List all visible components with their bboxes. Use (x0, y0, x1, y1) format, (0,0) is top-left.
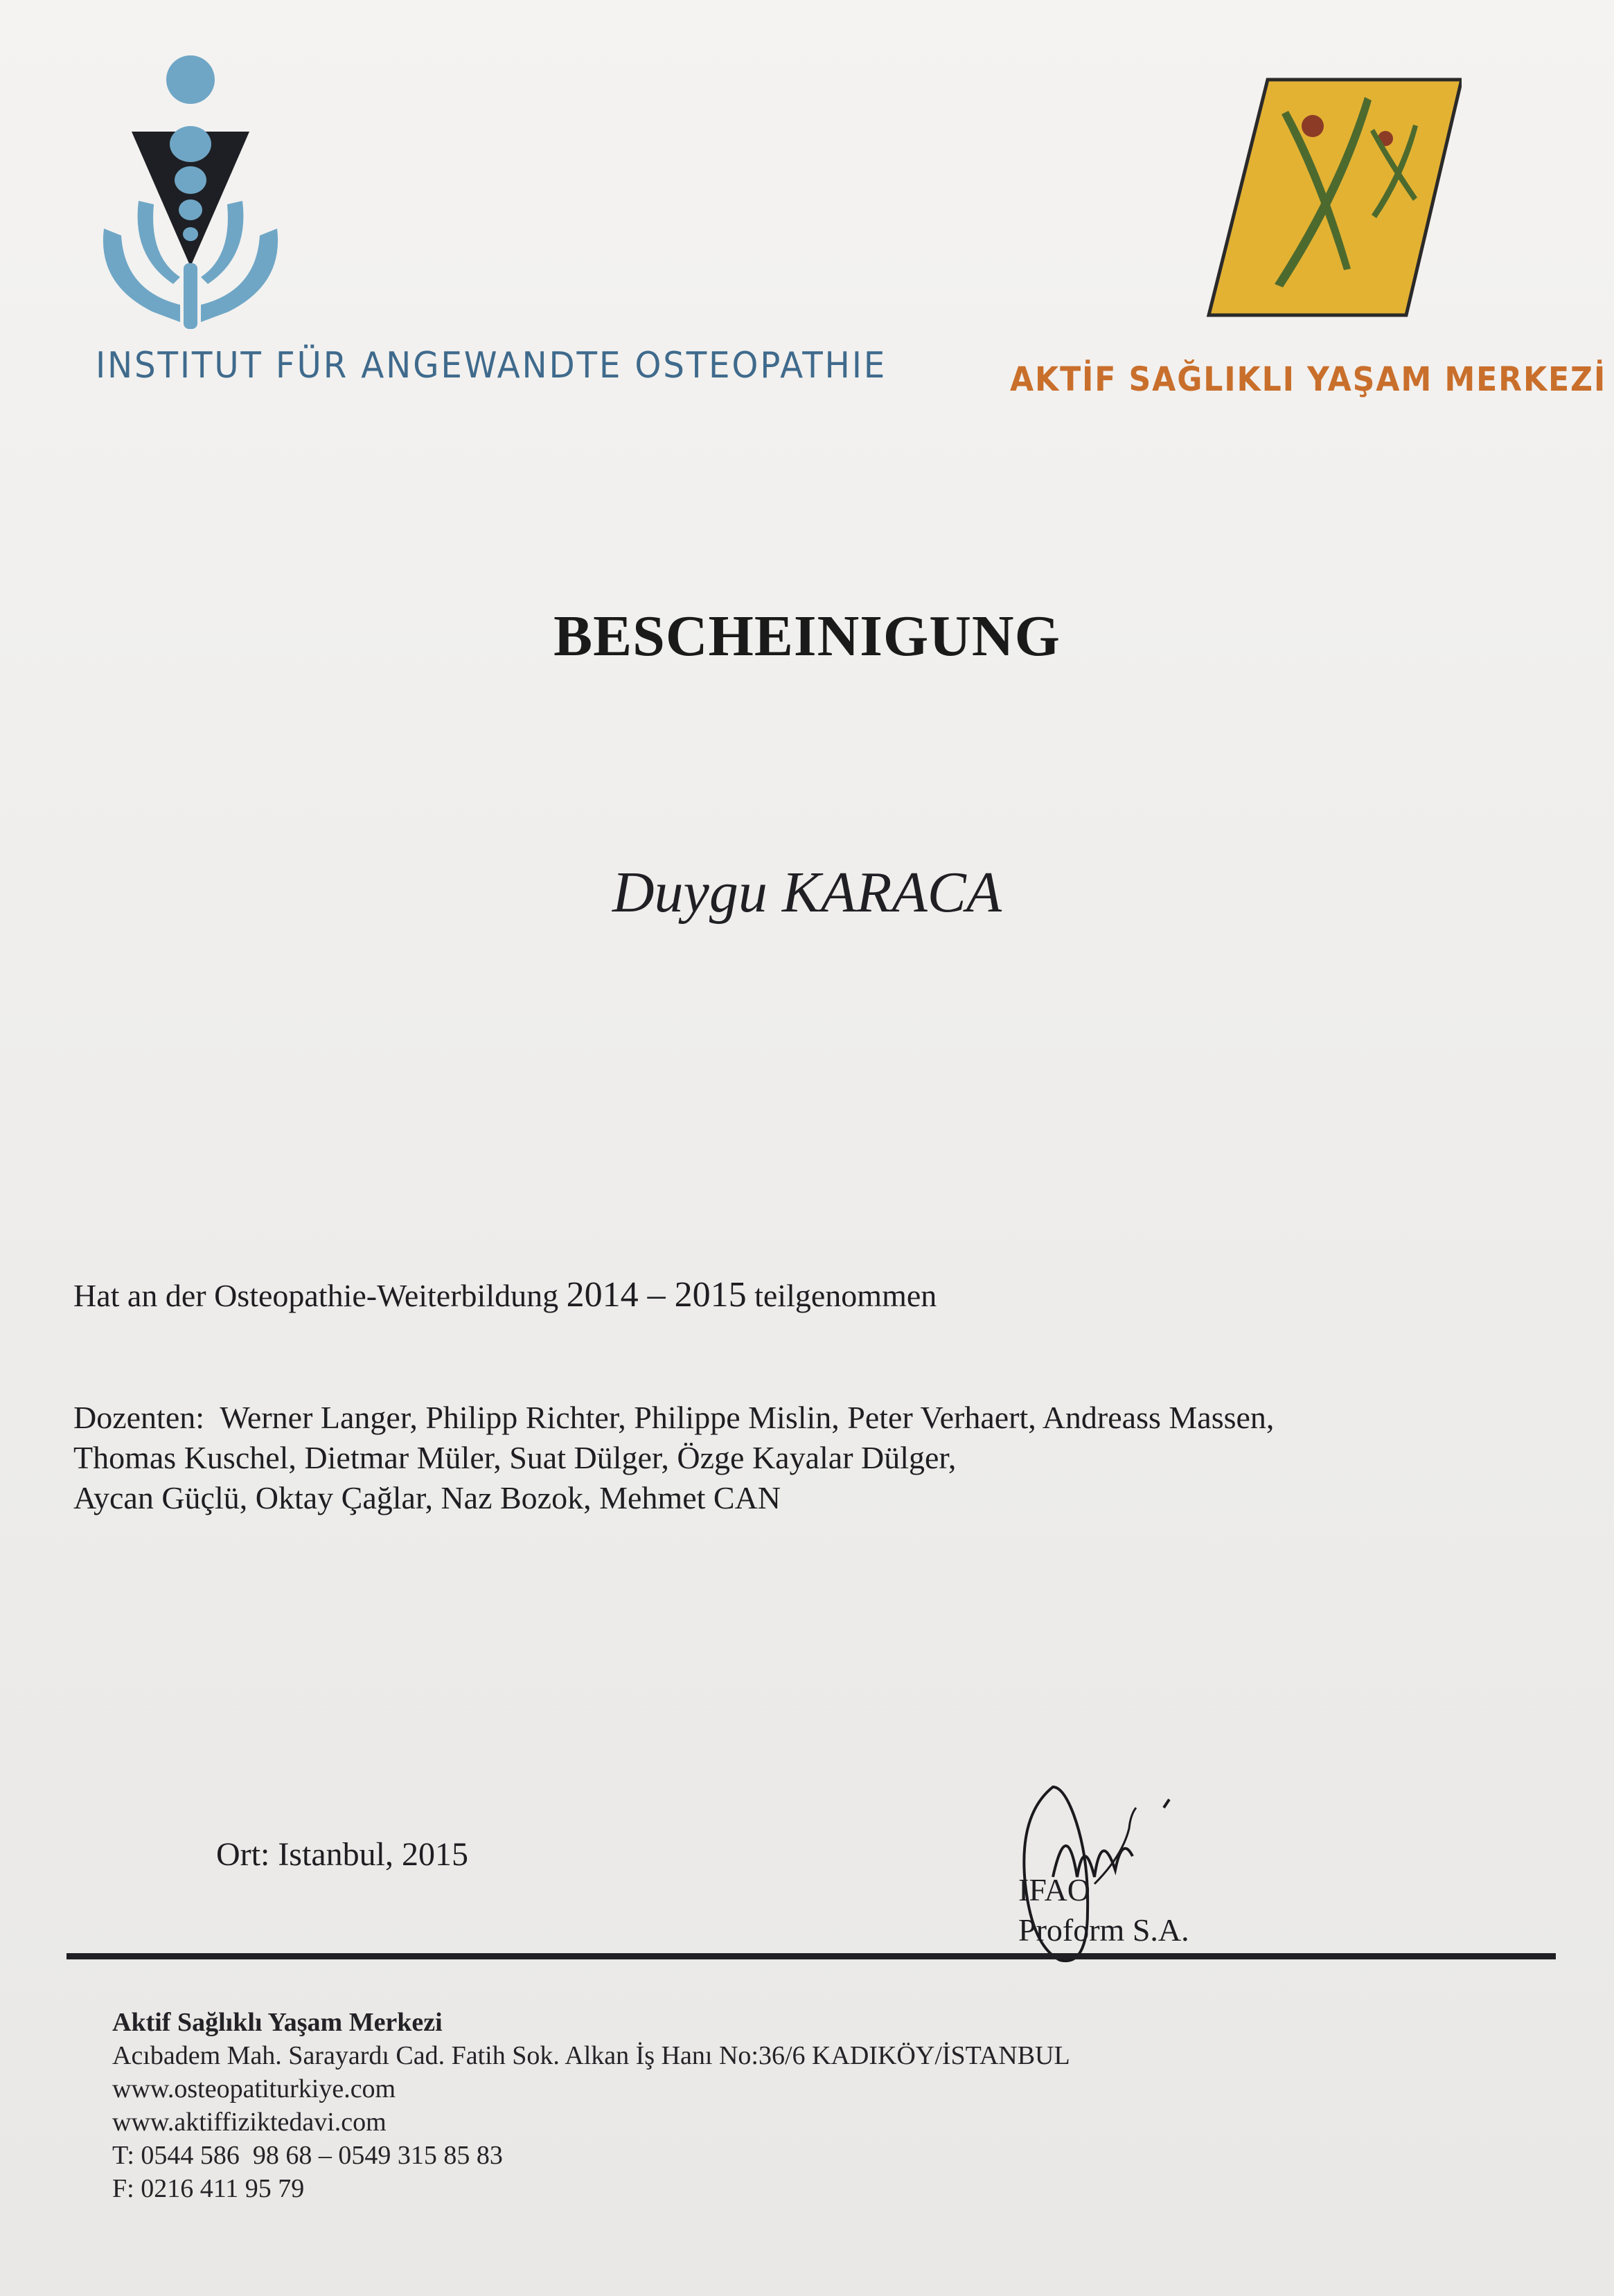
right-logo-text: AKTİF SAĞLIKLI YAŞAM MERKEZİ (1010, 360, 1607, 399)
certificate-title: BESCHEINIGUNG (553, 604, 1061, 668)
aktif-center-logo (1205, 76, 1462, 326)
lecturers-line-1: Dozenten: Werner Langer, Philipp Richter, Philippe Mislin, Peter Verhaert, Andreass Massen, (73, 1400, 1275, 1435)
footer-fax: F: 0216 411 95 79 (112, 2174, 305, 2203)
footer-address: Acıbadem Mah. Sarayardı Cad. Fatih Sok. Alkan İş Hanı No:36/6 KADIKÖY/İSTANBUL (112, 2041, 1070, 2070)
footer-web-2: www.aktiffiziktedavi.com (112, 2108, 387, 2137)
left-logo-text: INSTITUT FÜR ANGEWANDTE OSTEOPATHIE (96, 345, 887, 386)
lecturers-line-2: Thomas Kuschel, Dietmar Müler, Suat Dülger, Özge Kayalar Dülger, (73, 1440, 957, 1475)
footer-phone: T: 0544 586 98 68 – 0549 315 85 83 (112, 2141, 503, 2170)
footer-web-1: www.osteopatiturkiye.com (112, 2074, 396, 2103)
stamp-line-2: Proform S.A. (1018, 1912, 1189, 1948)
participation-prefix: Hat an der Osteopathie-Weiterbildung (73, 1278, 559, 1313)
participation-suffix: teilgenommen (754, 1278, 937, 1313)
participation-years: 2014 – 2015 (566, 1275, 747, 1315)
footer-divider (66, 1953, 1556, 1959)
lecturers-line-3: Aycan Güçlü, Oktay Çağlar, Naz Bozok, Mehmet CAN (73, 1480, 781, 1515)
participation-statement (73, 1274, 937, 1315)
place-date: Ort: Istanbul, 2015 (216, 1836, 468, 1873)
osteopathy-institute-logo (97, 55, 284, 332)
footer (112, 2006, 1070, 2205)
signature (1011, 1773, 1191, 1967)
stamp-line-1: IFAO (1018, 1872, 1090, 1907)
footer-org: Aktif Sağlıklı Yaşam Merkezi (112, 2008, 443, 2037)
recipient-name: Duygu KARACA (612, 860, 1002, 925)
